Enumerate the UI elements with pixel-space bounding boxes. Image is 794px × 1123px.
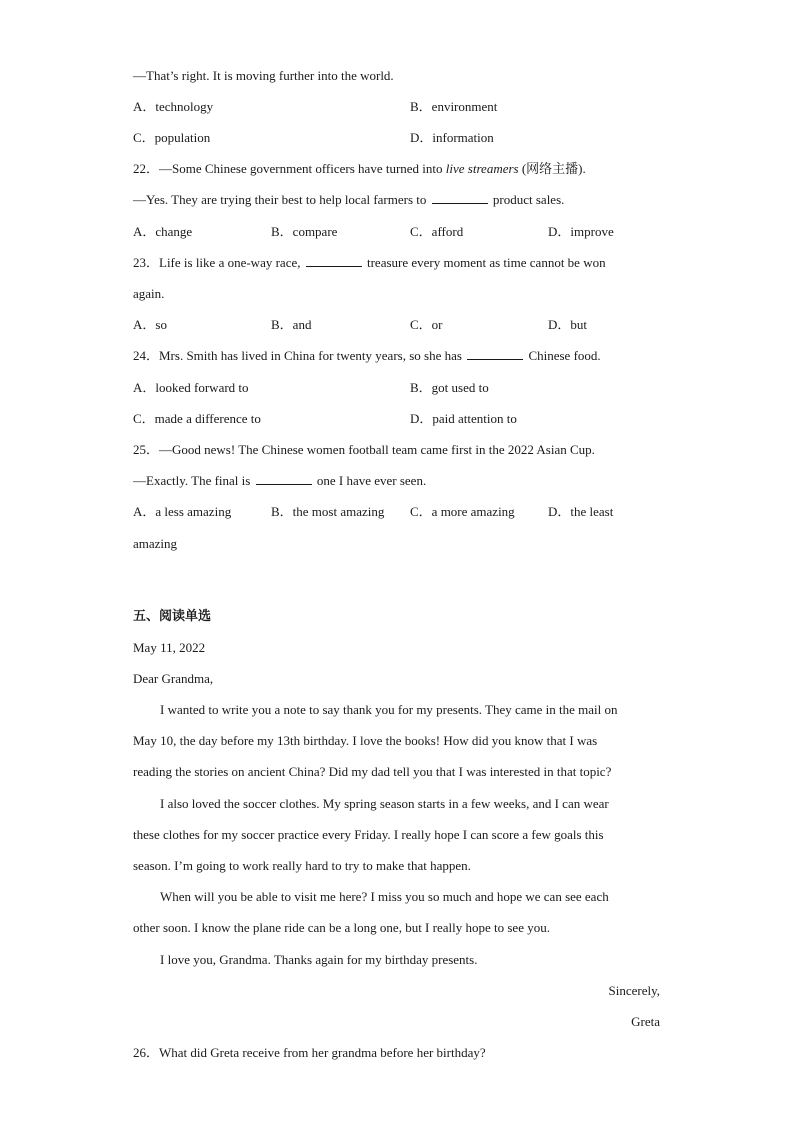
q24-blank (467, 348, 523, 360)
letter-line: I also loved the soccer clothes. My spring season starts in a few weeks, and I can wear (160, 796, 609, 811)
q23-stem-text: 23．Life is like a one-way race, (133, 255, 304, 270)
letter-closing: Sincerely, (608, 983, 660, 998)
q25-stem: 25．—Good news! The Chinese women football team came first in the 2022 Asian Cup. (133, 442, 595, 457)
letter-line: I wanted to write you a note to say thank you for my presents. They came in the mail on (160, 702, 618, 717)
letter-date: May 11, 2022 (133, 640, 206, 655)
q22-stem (133, 161, 586, 177)
q24-option-b: B．got used to (410, 380, 489, 395)
q25-option-c: C．a more amazing (410, 504, 515, 519)
letter-line: reading the stories on ancient China? Did my dad tell you that I was interested in that topic? (133, 764, 612, 779)
q21-option-c: C．population (133, 130, 211, 145)
q25-reply-end: one I have ever seen. (313, 473, 427, 488)
q25-option-b: B．the most amazing (271, 504, 385, 519)
letter-line: season. I’m going to work really hard to try to make that happen. (133, 858, 471, 873)
q24-stem-end: Chinese food. (525, 348, 601, 363)
q26-stem: 26．What did Greta receive from her grandma before her birthday? (133, 1045, 486, 1060)
q22-term: live streamers (445, 161, 519, 176)
q24-stem (133, 348, 601, 364)
q22-reply-end: product sales. (489, 192, 565, 207)
q23-option-a: A．so (133, 317, 167, 332)
letter-line: May 10, the day before my 13th birthday. I love the books! How did you know that I was (133, 733, 598, 748)
q24-option-c: C．made a difference to (133, 411, 261, 426)
q24-option-d: D．paid attention to (410, 411, 517, 426)
q23-stem (133, 255, 606, 271)
q21-answer-line: —That’s right. It is moving further into the world. (133, 68, 394, 83)
q23-blank (306, 255, 362, 267)
section-title: 五、阅读单选 (133, 609, 212, 624)
q22-option-d: D．improve (548, 224, 614, 239)
letter-greeting: Dear Grandma, (133, 671, 214, 686)
q23-option-b: B．and (271, 317, 312, 332)
q22-option-b: B．compare (271, 224, 338, 239)
q23-option-c: C．or (410, 317, 443, 332)
q25-reply (133, 473, 426, 489)
q22-reply-text: —Yes. They are trying their best to help local farmers to (133, 192, 430, 207)
q23-option-d: D．but (548, 317, 588, 332)
q21-option-b: B．environment (410, 99, 498, 114)
q25-blank (256, 473, 312, 485)
q24-stem-text: 24．Mrs. Smith has lived in China for twenty years, so she has (133, 348, 466, 363)
q21-option-d: D．information (410, 130, 494, 145)
q22-option-a: A．change (133, 224, 193, 239)
q21-option-a: A．technology (133, 99, 214, 114)
q22-option-c: C．afford (410, 224, 464, 239)
q22-blank (432, 192, 488, 204)
q23-stem-end: treasure every moment as time cannot be won (363, 255, 606, 270)
q25-option-a: A．a less amazing (133, 504, 232, 519)
q23-stem-cont: again. (133, 286, 165, 301)
q25-reply-text: —Exactly. The final is (133, 473, 254, 488)
letter-line: When will you be able to visit me here? I miss you so much and hope we can see each (160, 889, 609, 904)
letter-line: I love you, Grandma. Thanks again for my birthday presents. (160, 952, 478, 967)
q25-option-d-cont: amazing (133, 536, 178, 551)
q25-option-d: D．the least (548, 504, 614, 519)
letter-signature: Greta (631, 1014, 660, 1029)
q24-option-a: A．looked forward to (133, 380, 249, 395)
q22-stem-end: (网络主播). (518, 161, 586, 176)
letter-line: these clothes for my soccer practice every Friday. I really hope I can score a few goals this (133, 827, 604, 842)
q22-reply (133, 192, 564, 208)
q22-stem-text: 22．—Some Chinese government officers have turned into (133, 161, 446, 176)
letter-line: other soon. I know the plane ride can be a long one, but I really hope to see you. (133, 920, 550, 935)
